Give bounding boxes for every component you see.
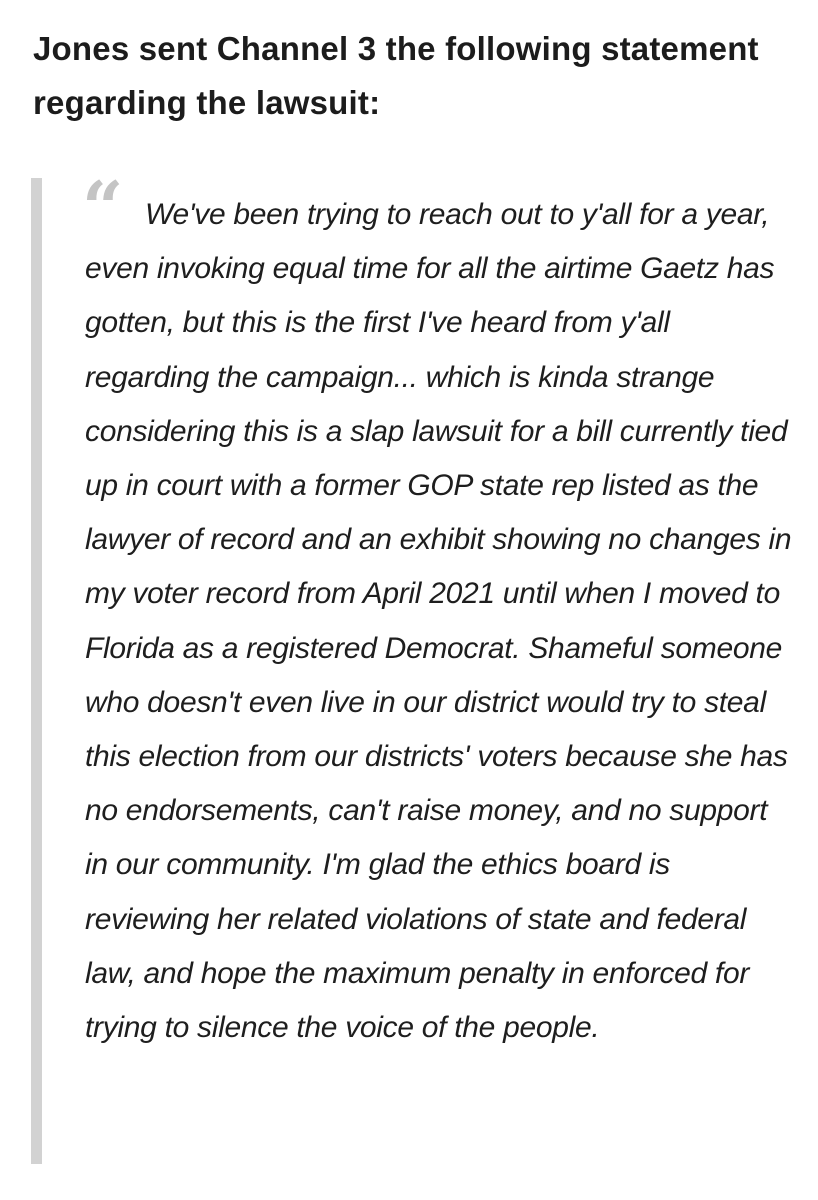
lead-paragraph: Jones sent Channel 3 the following statement regarding the lawsuit: (33, 30, 759, 121)
quote-border-bar (31, 178, 42, 1164)
quotation-mark-icon: “ (82, 165, 124, 250)
statement-blockquote (31, 165, 801, 1164)
quote-text: We've been trying to reach out to y'all for a year, even invoking equal time for all the airtime Gaetz has gotten, but this is the first I've heard from y'all regarding the campaign... which is kinda strange considering this is a slap lawsuit for a bill currently tied up in court with a former GOP state rep listed as the lawyer of record and an exhibit showing no changes in my voter record from April 2021 until when I moved to Florida as a registered Democrat. Shameful someone who doesn't even live in our district would try to steal this election from our districts' voters because she has no endorsements, can't raise money, and no support in our community. I'm glad the ethics board is reviewing her related violations of state and federal law, and hope the maximum penalty in enforced for trying to silence the voice of the people. (85, 198, 792, 1045)
